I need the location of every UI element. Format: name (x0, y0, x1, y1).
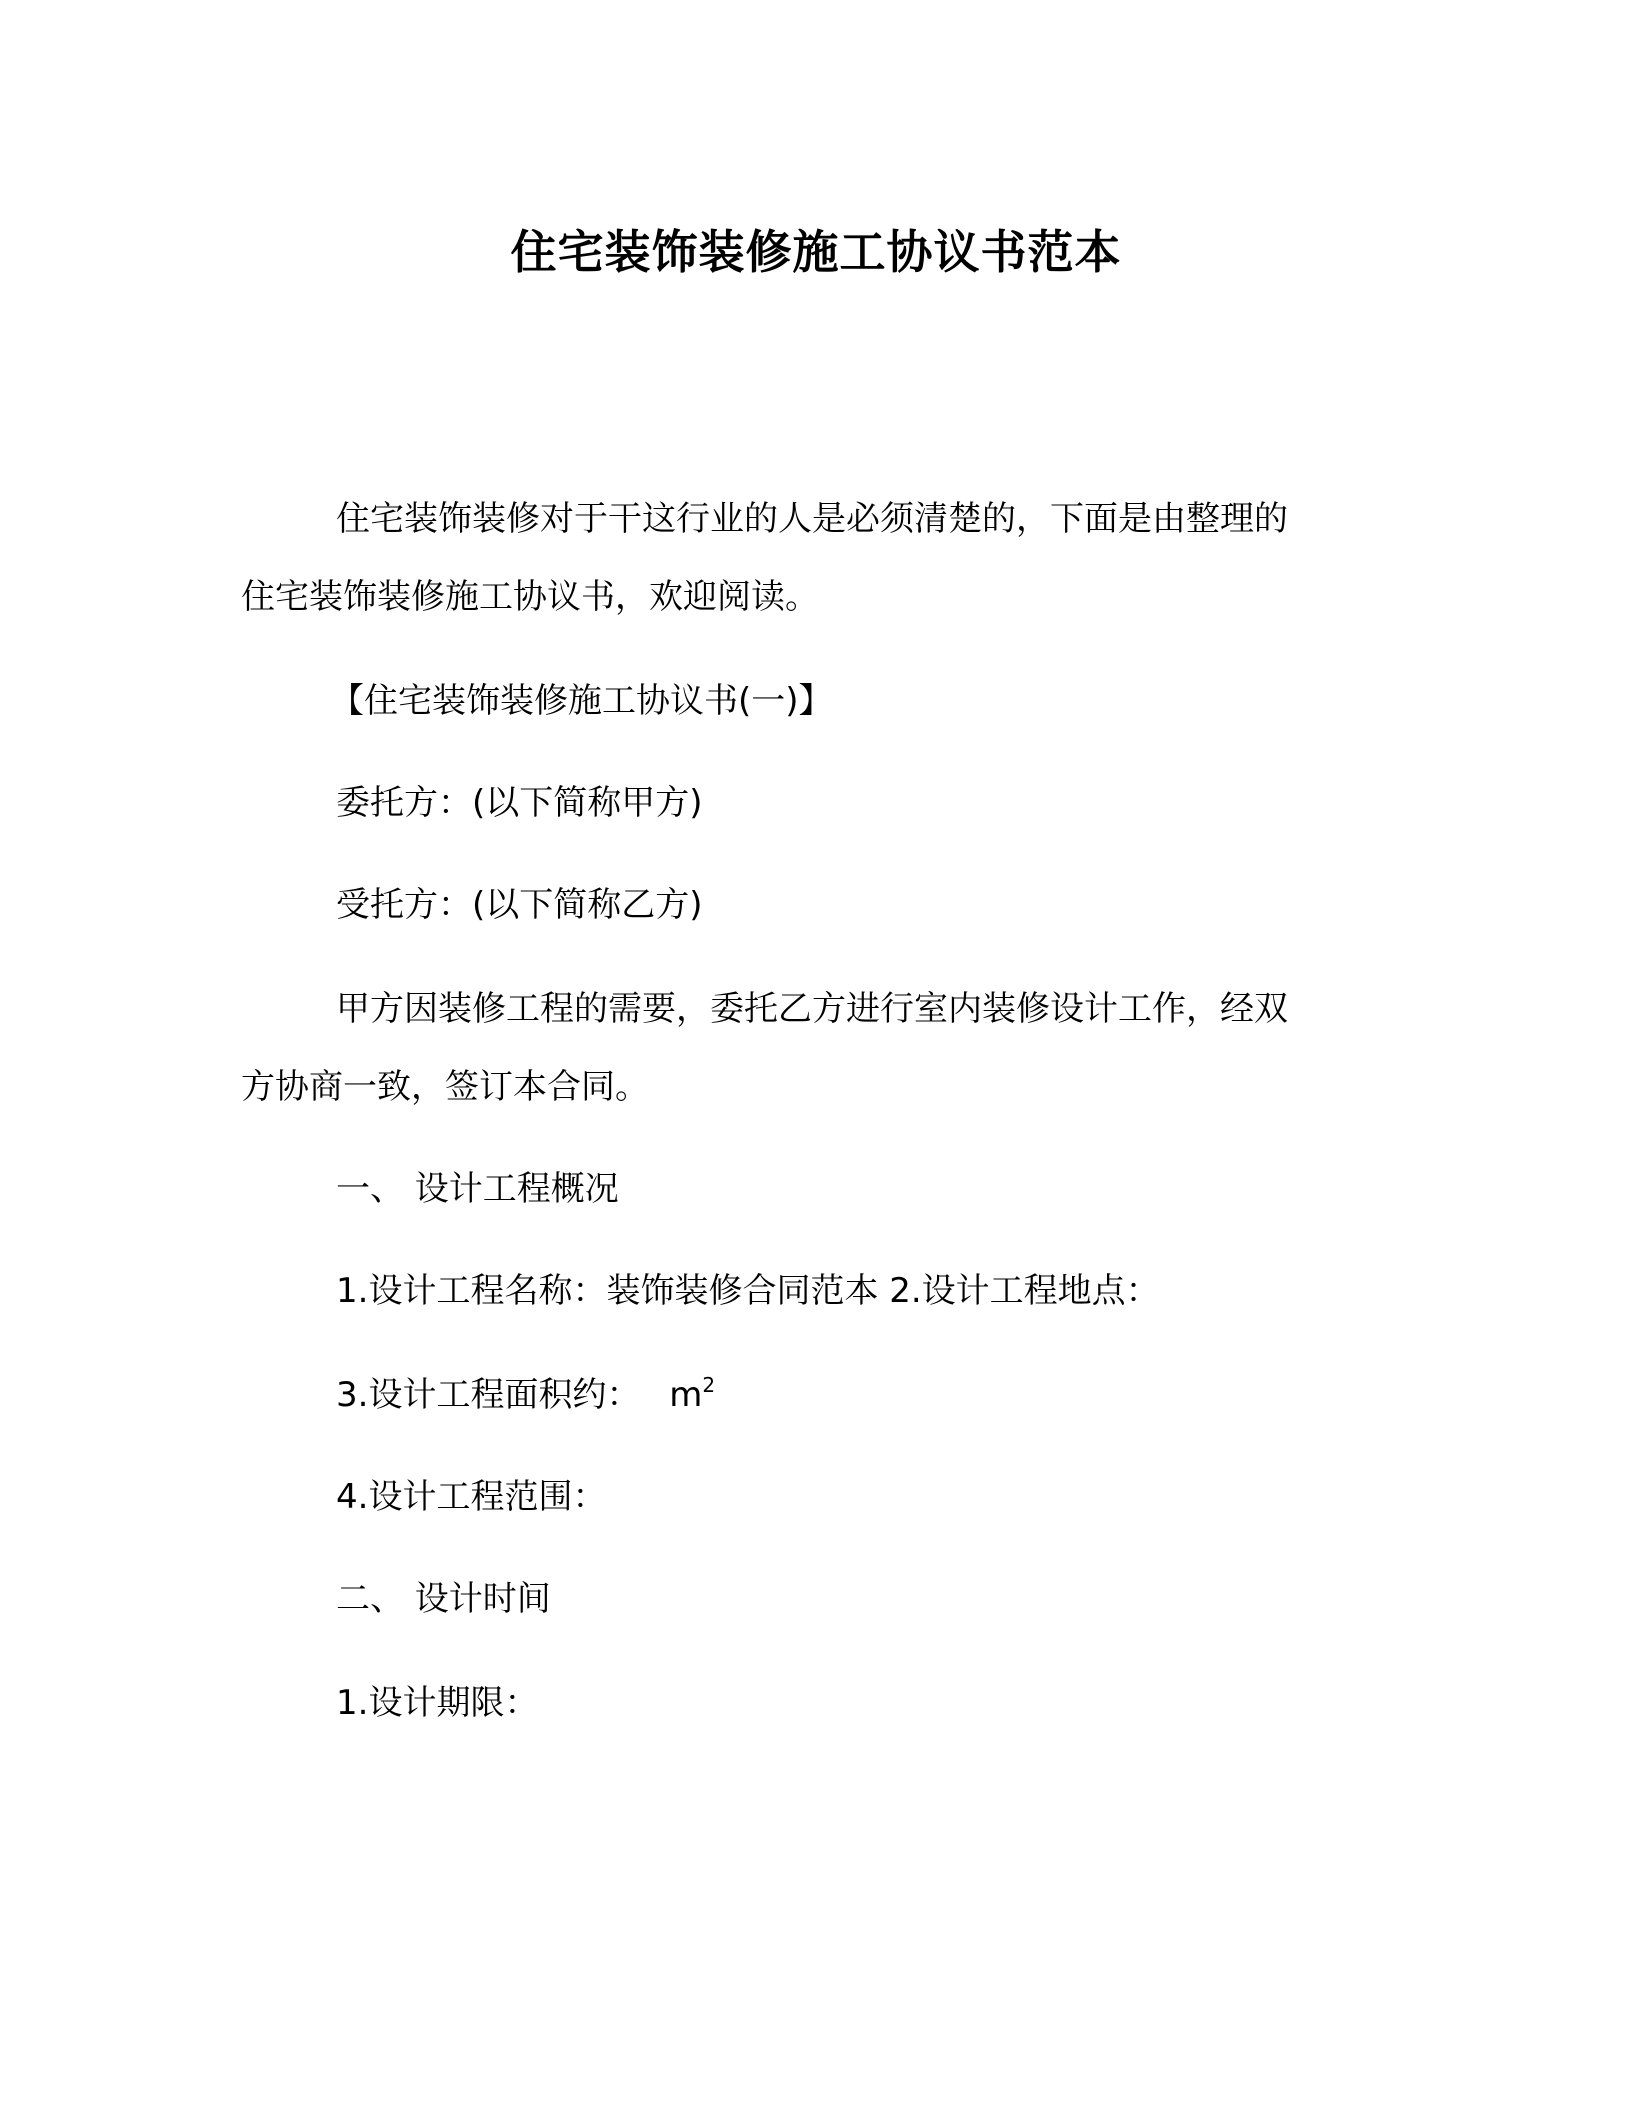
heading-design-time: 二、 设计时间 (336, 1579, 551, 1619)
area-unit-superscript: 2 (702, 1373, 716, 1397)
client-party-line: 委托方：(以下简称甲方) (336, 783, 703, 823)
item-project-area-label: 3.设计工程面积约： (336, 1375, 641, 1415)
area-unit (669, 1375, 715, 1415)
purpose-paragraph-line-2: 方协商一致，签订本合同。 (241, 1067, 649, 1107)
item-project-scope: 4.设计工程范围： (336, 1477, 607, 1517)
purpose-paragraph-line-1: 甲方因装修工程的需要，委托乙方进行室内装修设计工作，经双 (336, 989, 1288, 1029)
heading-project-overview: 一、 设计工程概况 (336, 1169, 619, 1209)
intro-paragraph-line-1: 住宅装饰装修对于干这行业的人是必须清楚的，下面是由整理的 (336, 499, 1288, 539)
contractor-party-line: 受托方：(以下简称乙方) (336, 885, 703, 925)
item-project-area (336, 1356, 715, 1434)
item-design-period: 1.设计期限： (336, 1683, 539, 1723)
document-title: 住宅装饰装修施工协议书范本 (510, 225, 1122, 279)
area-unit-base: m (669, 1375, 703, 1415)
intro-paragraph-line-2: 住宅装饰装修施工协议书，欢迎阅读。 (241, 577, 819, 617)
item-project-name-location: 1.设计工程名称：装饰装修合同范本 2.设计工程地点： (336, 1271, 1160, 1311)
section-heading: 【住宅装饰装修施工协议书(一)】 (330, 681, 833, 721)
